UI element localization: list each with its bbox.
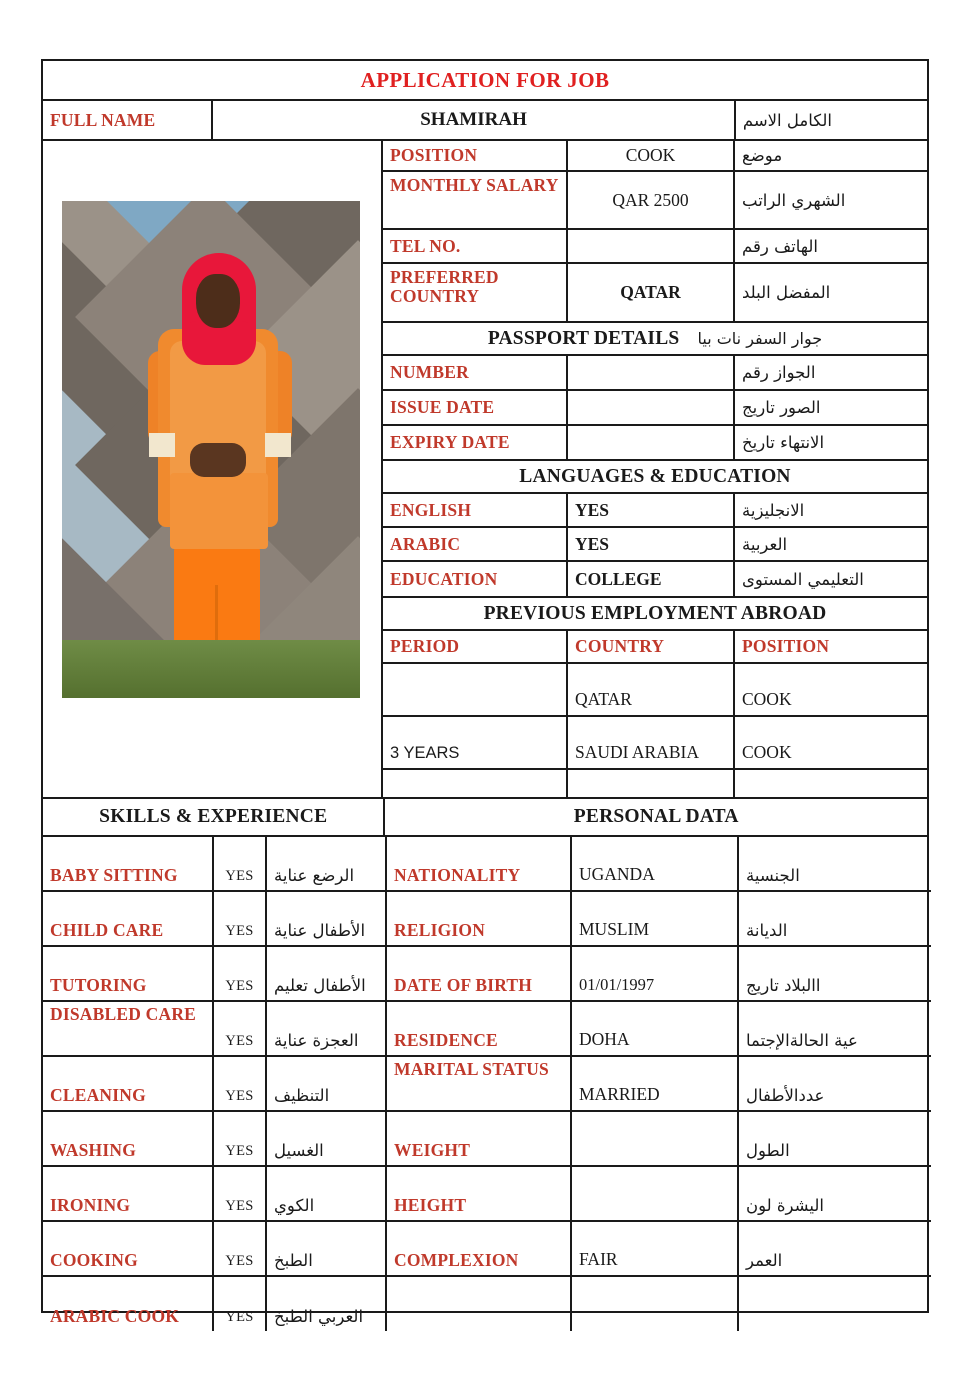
personal-data-label: WEIGHT (394, 1140, 471, 1161)
personal-data-label-cell (387, 1002, 572, 1057)
lower-block (43, 837, 927, 1331)
full-name-arabic-cell (736, 101, 927, 141)
preferred-country-arabic-cell (735, 264, 927, 323)
full-name-value: SHAMIRAH (420, 109, 527, 130)
passport-number-arabic-cell (735, 356, 927, 391)
skill-value-cell (214, 1112, 267, 1167)
position-arabic-cell (735, 141, 927, 172)
personal-data-arabic-cell (739, 892, 931, 947)
english-label-cell (383, 494, 568, 528)
monthly-salary-value-cell (568, 172, 735, 230)
employment-country-header-cell (568, 631, 735, 664)
personal-data-arabic: عددالأطفال (746, 1086, 825, 1105)
skills-heading-cell (43, 799, 385, 837)
employment-row (383, 770, 927, 799)
form-title-row (43, 61, 927, 101)
position-value: COOK (625, 145, 676, 165)
passport-heading-cell (383, 323, 927, 356)
personal-data-value-cell (572, 947, 739, 1002)
skill-arabic: الرضع عناية (274, 866, 355, 885)
employment-country-value: QATAR (575, 689, 632, 709)
personal-data-value-cell (572, 1112, 739, 1167)
personal-data-row (387, 1002, 931, 1057)
skill-arabic-cell (267, 837, 385, 892)
personal-data-label: DATE OF BIRTH (394, 975, 533, 996)
grass-area (62, 640, 360, 698)
full-name-arabic: الكامل الاسم (742, 110, 832, 130)
skill-row (43, 892, 385, 947)
employment-period-cell (383, 717, 568, 770)
skill-value-cell (214, 947, 267, 1002)
employment-position-value: COOK (742, 689, 792, 709)
passport-heading-arabic: جوار السفر نات بيا (697, 329, 823, 348)
passport-issue-date-arabic: الصور تاريج (742, 398, 821, 417)
english-arabic: الانجليزية (742, 500, 805, 520)
monthly-salary-arabic: الشهري الراتب (742, 190, 846, 210)
skill-value-cell (214, 1277, 267, 1331)
skill-value: YES (225, 1143, 254, 1159)
employment-position-cell (735, 664, 927, 717)
employment-row (383, 717, 927, 770)
skill-row (43, 1057, 385, 1112)
skill-arabic-cell (267, 1112, 385, 1167)
personal-data-value: MARRIED (579, 1084, 660, 1104)
personal-data-value-cell (572, 892, 739, 947)
passport-number-value-cell (568, 356, 735, 391)
section-headings-row (43, 799, 927, 837)
preferred-country-arabic: المفضل البلد (742, 283, 831, 302)
skill-arabic: العجزة عناية (274, 1031, 359, 1050)
arabic-label-cell (383, 528, 568, 562)
personal-data-value: DOHA (579, 1029, 630, 1049)
skill-value: YES (225, 1309, 254, 1325)
skill-label: WASHING (50, 1140, 137, 1161)
personal-data-column (387, 837, 931, 1331)
arabic-row (383, 528, 927, 562)
skill-value-cell (214, 1002, 267, 1057)
personal-data-arabic: االبلاد تاريج (746, 976, 821, 995)
personal-data-arabic-cell (739, 1167, 931, 1222)
skill-label: CLEANING (50, 1085, 146, 1106)
personal-data-row (387, 1277, 931, 1331)
skill-label: CHILD CARE (50, 920, 164, 941)
preferred-country-row (383, 264, 927, 323)
passport-expiry-date-label-cell (383, 426, 568, 461)
skill-arabic-cell (267, 1002, 385, 1057)
personal-data-arabic-cell (739, 1002, 931, 1057)
personal-data-value-cell (572, 1277, 739, 1331)
full-name-label-cell (43, 101, 213, 141)
skill-label: ARABIC COOK (50, 1306, 180, 1327)
personal-data-row (387, 947, 931, 1002)
monthly-salary-row (383, 172, 927, 230)
skill-value-cell (214, 1222, 267, 1277)
education-value-cell (568, 562, 735, 598)
skill-row (43, 1112, 385, 1167)
skill-value: YES (225, 1253, 254, 1269)
preferred-country-label-cell (383, 264, 568, 323)
skill-label: DISABLED CARE (50, 1004, 197, 1024)
monthly-salary-arabic-cell (735, 172, 927, 230)
passport-expiry-date-label: EXPIRY DATE (390, 432, 510, 453)
employment-period-header: PERIOD (390, 636, 460, 657)
preferred-country-label: PREFERRED COUNTRY (390, 267, 499, 306)
passport-expiry-date-row (383, 426, 927, 461)
passport-number-label-cell (383, 356, 568, 391)
skills-column (43, 837, 387, 1331)
skill-value-cell (214, 837, 267, 892)
skill-row (43, 1222, 385, 1277)
personal-data-row (387, 1222, 931, 1277)
skill-arabic: الطبخ (274, 1251, 313, 1270)
personal-data-value-cell (572, 1057, 739, 1112)
tel-no-label: TEL NO. (390, 235, 461, 256)
personal-data-label-cell (387, 1057, 572, 1112)
personal-data-label: HEIGHT (394, 1195, 467, 1216)
personal-data-arabic: عية الحالةالإجتما (746, 1031, 858, 1050)
employment-position-cell (735, 717, 927, 770)
skill-label-cell (43, 1167, 214, 1222)
full-name-value-cell (213, 101, 736, 141)
passport-expiry-date-arabic: الانتهاء تاريخ (742, 433, 825, 452)
skill-value-cell (214, 1057, 267, 1112)
personal-data-arabic-cell (739, 1277, 931, 1331)
personal-data-label-cell (387, 892, 572, 947)
personal-data-row (387, 1057, 931, 1112)
skill-value: YES (225, 868, 254, 884)
employment-row (383, 664, 927, 717)
face (196, 274, 240, 328)
skill-arabic-cell (267, 947, 385, 1002)
preferred-country-value-cell (568, 264, 735, 323)
education-row (383, 562, 927, 598)
employment-heading: PREVIOUS EMPLOYMENT ABROAD (483, 602, 827, 624)
employment-period-value: 3 YEARS (390, 744, 460, 762)
position-label-cell (383, 141, 568, 172)
hands (190, 443, 246, 477)
skill-value: YES (225, 1088, 254, 1104)
skill-value-cell (214, 892, 267, 947)
skill-arabic-cell (267, 892, 385, 947)
english-row (383, 494, 927, 528)
skill-arabic: التنظيف (274, 1086, 330, 1105)
passport-issue-date-value-cell (568, 391, 735, 426)
education-arabic-cell (735, 562, 927, 598)
passport-heading-row (383, 323, 927, 356)
personal-data-value: 01/01/1997 (579, 975, 655, 994)
preferred-country-value: QATAR (620, 282, 681, 302)
skill-label-cell (43, 1112, 214, 1167)
personal-data-value: MUSLIM (579, 919, 650, 939)
english-arabic-cell (735, 494, 927, 528)
uniform-apron (170, 473, 268, 549)
position-row (383, 141, 927, 172)
personal-data-label: RESIDENCE (394, 1030, 498, 1051)
skill-label-cell (43, 947, 214, 1002)
education-label-cell (383, 562, 568, 598)
skill-row (43, 947, 385, 1002)
personal-data-arabic: الديانة (746, 921, 788, 940)
tel-no-label-cell (383, 230, 568, 264)
monthly-salary-value: QAR 2500 (612, 189, 689, 210)
personal-data-heading: PERSONAL DATA (573, 806, 739, 827)
skill-value: YES (225, 923, 254, 939)
skill-value: YES (225, 1033, 254, 1049)
passport-expiry-date-value-cell (568, 426, 735, 461)
employment-position-value: COOK (742, 742, 792, 762)
skill-row (43, 1167, 385, 1222)
personal-data-row (387, 892, 931, 947)
skill-row (43, 837, 385, 892)
skill-row (43, 1277, 385, 1331)
arabic-value-cell (568, 528, 735, 562)
employment-country-cell (568, 717, 735, 770)
personal-data-value-cell (572, 1002, 739, 1057)
employment-country-cell (568, 770, 735, 799)
position-arabic: موضع (742, 146, 783, 165)
cuff-left (149, 433, 175, 457)
application-form (41, 59, 929, 1327)
personal-data-arabic: الجنسية (746, 866, 800, 885)
personal-data-label-cell (387, 1222, 572, 1277)
applicant-figure (62, 201, 360, 698)
passport-heading: PASSPORT DETAILS (487, 327, 680, 349)
passport-issue-date-label-cell (383, 391, 568, 426)
english-label: ENGLISH (390, 499, 472, 520)
languages-heading-row (383, 461, 927, 494)
education-value: COLLEGE (575, 568, 662, 589)
skill-label: TUTORING (50, 975, 147, 996)
personal-data-label: NATIONALITY (394, 865, 521, 886)
languages-heading: LANGUAGES & EDUCATION (519, 465, 791, 487)
passport-number-label: NUMBER (390, 362, 469, 383)
personal-data-label-cell (387, 837, 572, 892)
skill-label-cell (43, 1057, 214, 1112)
skill-label: IRONING (50, 1195, 131, 1216)
arabic-arabic-cell (735, 528, 927, 562)
skill-arabic: العربي الطبخ (274, 1307, 364, 1326)
personal-data-label-cell (387, 1167, 572, 1222)
employment-country-header: COUNTRY (575, 636, 665, 657)
tel-no-value-cell (568, 230, 735, 264)
skill-arabic-cell (267, 1057, 385, 1112)
full-name-row (43, 101, 927, 141)
personal-data-arabic-cell (739, 1222, 931, 1277)
personal-data-arabic-cell (739, 1057, 931, 1112)
position-value-cell (568, 141, 735, 172)
skill-row (43, 1002, 385, 1057)
personal-data-label: RELIGION (394, 920, 486, 941)
employment-period-cell (383, 664, 568, 717)
passport-issue-date-arabic-cell (735, 391, 927, 426)
skill-arabic: الأطفال عناية (274, 921, 366, 940)
employment-heading-row (383, 598, 927, 631)
passport-expiry-date-arabic-cell (735, 426, 927, 461)
tel-no-row (383, 230, 927, 264)
personal-data-arabic-cell (739, 837, 931, 892)
personal-data-value: UGANDA (579, 864, 655, 884)
employment-period-header-cell (383, 631, 568, 664)
employment-heading-cell (383, 598, 927, 631)
personal-data-value-cell (572, 1222, 739, 1277)
passport-issue-date-row (383, 391, 927, 426)
skill-arabic-cell (267, 1222, 385, 1277)
skill-value-cell (214, 1167, 267, 1222)
personal-data-arabic: العمر (746, 1251, 783, 1270)
employment-country-value: SAUDI ARABIA (575, 742, 699, 762)
passport-number-arabic: الجواز رقم (742, 363, 816, 382)
skill-value: YES (225, 978, 254, 994)
position-label: POSITION (390, 145, 478, 166)
employment-position-header-cell (735, 631, 927, 664)
skill-arabic: الكوي (274, 1196, 315, 1215)
skill-label-cell (43, 892, 214, 947)
english-value-cell (568, 494, 735, 528)
skill-label-cell (43, 1277, 214, 1331)
monthly-salary-label: MONTHLY SALARY (390, 175, 559, 195)
passport-issue-date-label: ISSUE DATE (390, 397, 495, 418)
page-title: APPLICATION FOR JOB (360, 67, 610, 92)
photo-column (43, 141, 383, 799)
personal-data-value-cell (572, 1167, 739, 1222)
personal-data-row (387, 1112, 931, 1167)
employment-header-row (383, 631, 927, 664)
personal-data-value: FAIR (579, 1249, 618, 1269)
employment-position-header: POSITION (742, 636, 830, 657)
skill-label-cell (43, 837, 214, 892)
personal-data-label-cell (387, 1112, 572, 1167)
personal-data-label-cell (387, 947, 572, 1002)
skill-label: COOKING (50, 1250, 138, 1271)
applicant-photo (62, 201, 360, 698)
personal-data-row (387, 837, 931, 892)
languages-heading-cell (383, 461, 927, 494)
skill-label-cell (43, 1002, 214, 1057)
employment-period-cell (383, 770, 568, 799)
skill-arabic-cell (267, 1277, 385, 1331)
passport-number-row (383, 356, 927, 391)
personal-data-label: MARITAL STATUS (394, 1059, 549, 1079)
skill-label: BABY SITTING (50, 865, 178, 886)
personal-data-arabic: الطول (746, 1141, 790, 1160)
arabic-value: YES (575, 533, 610, 554)
tel-no-arabic-cell (735, 230, 927, 264)
english-value: YES (575, 499, 610, 520)
employment-position-cell (735, 770, 927, 799)
education-arabic: التعليمي المستوى (742, 569, 864, 589)
monthly-salary-label-cell (383, 172, 568, 230)
skill-arabic: الغسيل (274, 1141, 324, 1160)
personal-data-arabic-cell (739, 947, 931, 1002)
personal-data-row (387, 1167, 931, 1222)
skill-arabic-cell (267, 1167, 385, 1222)
skill-label-cell (43, 1222, 214, 1277)
skill-value: YES (225, 1198, 254, 1214)
upper-block (43, 141, 927, 799)
fields-column (383, 141, 927, 799)
cuff-right (265, 433, 291, 457)
arabic-arabic: العربية (742, 534, 788, 554)
personal-data-heading-cell (385, 799, 927, 837)
personal-data-label: COMPLEXION (394, 1250, 519, 1271)
personal-data-arabic-cell (739, 1112, 931, 1167)
skills-heading: SKILLS & EXPERIENCE (99, 806, 328, 827)
arabic-label: ARABIC (390, 533, 461, 554)
education-label: EDUCATION (390, 568, 498, 589)
personal-data-arabic: اليشرة لون (746, 1196, 824, 1215)
personal-data-label-cell (387, 1277, 572, 1331)
employment-country-cell (568, 664, 735, 717)
tel-no-arabic: الهاتف رقم (742, 236, 818, 256)
personal-data-value-cell (572, 837, 739, 892)
skill-arabic: الأطفال تعليم (274, 976, 366, 995)
full-name-label: FULL NAME (50, 109, 156, 130)
